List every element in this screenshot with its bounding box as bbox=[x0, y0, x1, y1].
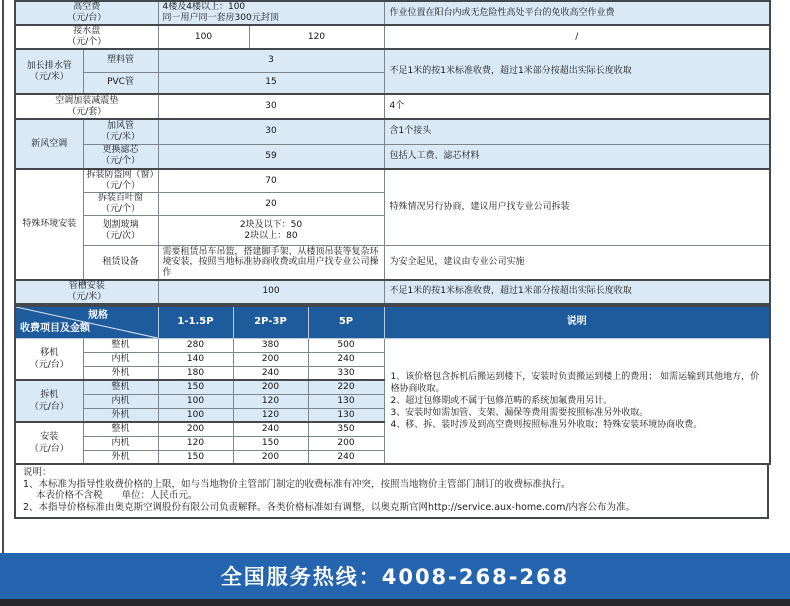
row-rental-equipment bbox=[15, 246, 770, 280]
fee-name: 高空费 bbox=[73, 2, 101, 12]
footnote-line: 1、本标准为指导性收费价格的上限，如与当地物价主管部门制定的收费标准有冲突，按照当地物价主管部门制订的收费标准执行。 bbox=[23, 478, 571, 490]
fee-sub-label-cell bbox=[83, 144, 158, 169]
fee-name: 空调加装减震垫 bbox=[55, 95, 119, 106]
price-cell: 100 bbox=[158, 408, 233, 422]
price-cell: 130 bbox=[308, 394, 384, 408]
price-table-header bbox=[15, 306, 770, 339]
price-cell: 240 bbox=[308, 450, 384, 464]
group-name: 移机 bbox=[40, 347, 59, 358]
row-pipe-trough bbox=[15, 280, 770, 304]
fee-name: 管槽安装 bbox=[68, 280, 105, 291]
fee-unit: （元/个） bbox=[100, 181, 141, 191]
fee-value-cell: 100 bbox=[158, 280, 384, 304]
part-label-cell: 整机 bbox=[83, 422, 158, 436]
fee-unit: （元/个） bbox=[100, 204, 141, 214]
part-label-cell: 内机 bbox=[83, 352, 158, 366]
price-cell: 380 bbox=[233, 338, 308, 352]
price-cell: 120 bbox=[233, 408, 308, 422]
fee-value-cell bbox=[158, 1, 384, 25]
price-cell: 150 bbox=[158, 450, 233, 464]
header-col-5p: 5P bbox=[308, 306, 384, 339]
price-note-line: 2、超过包修期或不属于包修范畴的系统加氟费用另计。 bbox=[390, 395, 613, 406]
fee-group-label-cell: 特殊环境安装 bbox=[15, 169, 83, 280]
part-label-cell: 整机 bbox=[83, 380, 158, 394]
row-high-altitude-fee bbox=[15, 1, 770, 25]
fee-unit: （元/米） bbox=[29, 71, 69, 82]
price-cell: 150 bbox=[158, 380, 233, 394]
fee-desc-cell: 为安全起见，建议由专业公司实施 bbox=[384, 246, 770, 280]
fee-value-cell: 30 bbox=[158, 94, 384, 119]
price-note-line: 4、移、拆、装时涉及到高空费则按照标准另外收取；特殊安装环境协商收费。 bbox=[390, 419, 703, 430]
header-corner-cell bbox=[15, 306, 158, 339]
price-cell: 240 bbox=[308, 352, 384, 366]
fee-desc-cell: 含1个接头 bbox=[384, 119, 770, 144]
row-relocate-whole bbox=[15, 338, 770, 352]
fee-unit: （元/米） bbox=[100, 131, 141, 142]
part-label-cell: 整机 bbox=[83, 338, 158, 352]
fee-label-cell bbox=[15, 25, 158, 49]
main-price-table bbox=[14, 305, 771, 466]
fee-unit: （元/次） bbox=[100, 230, 141, 241]
row-fresh-air-filter bbox=[15, 144, 770, 169]
header-spec-label: 规格 bbox=[88, 309, 109, 321]
fee-name: 拆装防盗网（窗） bbox=[86, 170, 159, 180]
fee-value-cell: 120 bbox=[249, 25, 384, 49]
fee-value-cell: 30 bbox=[158, 119, 384, 144]
fee-name: 拆装百叶窗 bbox=[98, 193, 144, 203]
row-water-tray bbox=[15, 25, 770, 49]
fee-unit: （元/个） bbox=[100, 156, 141, 167]
fee-label-cell bbox=[15, 1, 158, 25]
fee-desc-cell: 包括人工费、滤芯材料 bbox=[384, 144, 770, 169]
fee-desc-cell: 特殊情况另行协商，建议用户找专业公司拆装 bbox=[384, 169, 770, 246]
price-cell: 200 bbox=[233, 450, 308, 464]
price-note-line: 3、安装时如需加管、支架、漏保等费用需要按照标准另外收取。 bbox=[390, 407, 649, 418]
fee-name: 加长排水管 bbox=[26, 60, 72, 71]
price-cell: 280 bbox=[158, 338, 233, 352]
fee-value-line: 2块及以下：50 bbox=[239, 219, 303, 230]
fee-desc-cell: 不足1米的按1米标准收费，超过1米部分按超出实际长度收取 bbox=[384, 280, 770, 304]
fee-group-label-cell: 新风空调 bbox=[15, 119, 83, 169]
fee-value-cell: 3 bbox=[158, 49, 384, 72]
header-item-label: 收费项目及金额 bbox=[20, 322, 90, 334]
price-cell: 180 bbox=[158, 366, 233, 380]
fee-sub-label-cell: PVC管 bbox=[83, 72, 158, 94]
group-unit: （元/台） bbox=[29, 359, 69, 370]
price-note-line: 1、该价格包含拆机后搬运到楼下，安装时负责搬运到楼上的费用； 如需运输到其他地方，价格协商收取。 bbox=[390, 371, 760, 394]
fee-name: 接水盘 bbox=[73, 26, 101, 36]
footnotes-box bbox=[14, 465, 769, 519]
surcharge-fee-table bbox=[14, 0, 771, 305]
price-cell: 350 bbox=[308, 422, 384, 436]
group-name: 安装 bbox=[40, 432, 59, 442]
fee-desc-cell: 4个 bbox=[384, 94, 770, 119]
header-col-1-1-5p: 1-1.5P bbox=[158, 306, 233, 339]
footnote-line: 2、本指导价格标准由奥克斯空调股份有限公司负责解释。各类价格标准如有调整，以奥克斯官网http://service.aux-home.com/内容公布为准。 bbox=[23, 501, 636, 513]
price-cell: 130 bbox=[308, 408, 384, 422]
fee-value-line: 4楼及4楼以上：100 bbox=[162, 2, 246, 12]
group-unit: （元/台） bbox=[29, 444, 69, 454]
part-label-cell: 内机 bbox=[83, 436, 158, 450]
group-unit: （元/台） bbox=[29, 402, 69, 412]
price-cell: 140 bbox=[158, 352, 233, 366]
header-col-2p-3p: 2P-3P bbox=[233, 306, 308, 339]
fee-desc-cell: 不足1米的按1米标准收费，超过1米部分按超出实际长度收取 bbox=[384, 49, 770, 94]
price-notes-cell bbox=[384, 338, 770, 464]
fee-name: 划割玻璃 bbox=[102, 219, 139, 230]
row-damping-pad bbox=[15, 94, 770, 119]
price-cell: 500 bbox=[308, 338, 384, 352]
price-cell: 200 bbox=[158, 422, 233, 436]
fee-desc-cell: / bbox=[384, 25, 770, 49]
part-label-cell: 外机 bbox=[83, 366, 158, 380]
fee-unit: （元/套） bbox=[67, 106, 107, 117]
fee-name: 更换滤芯 bbox=[102, 145, 139, 156]
fee-label-cell bbox=[15, 94, 158, 119]
fee-value-cell: 需要租赁吊车吊篮，搭建脚手架、从楼顶吊装等复杂环境安装，按照当地标准协商收费或由用户找专业公司操作 bbox=[158, 246, 384, 280]
hotline-bar bbox=[0, 553, 790, 599]
fee-value-cell: 59 bbox=[158, 144, 384, 169]
hotline-text: 全国服务热线：4008-268-268 bbox=[220, 565, 570, 589]
fee-value-cell: 100 bbox=[158, 25, 249, 49]
part-label-cell: 外机 bbox=[83, 408, 158, 422]
part-label-cell: 外机 bbox=[83, 450, 158, 464]
price-cell: 120 bbox=[158, 436, 233, 450]
price-cell: 200 bbox=[233, 380, 308, 394]
fee-label-cell bbox=[15, 280, 158, 304]
price-cell: 200 bbox=[233, 352, 308, 366]
price-cell: 200 bbox=[308, 436, 384, 450]
fee-desc-cell: 作业位置在阳台内或无危险性高处平台的免收高空作业费 bbox=[384, 1, 770, 25]
group-label-cell bbox=[15, 380, 83, 422]
fee-value-line: 同一用户同一套房300元封顶 bbox=[162, 13, 279, 23]
price-cell: 330 bbox=[308, 366, 384, 380]
row-security-net bbox=[15, 169, 770, 193]
price-cell: 240 bbox=[233, 422, 308, 436]
footnotes-title: 说明： bbox=[23, 467, 52, 478]
price-cell: 220 bbox=[308, 380, 384, 394]
fee-unit: （元/个） bbox=[67, 37, 107, 47]
fee-sub-label-cell bbox=[83, 216, 158, 246]
fee-unit: （元/台） bbox=[67, 13, 107, 23]
bottom-dark-strip bbox=[0, 599, 790, 606]
row-drain-pipe-plastic bbox=[15, 49, 770, 72]
diagonal-split-cell bbox=[16, 307, 158, 338]
fee-unit: （元/米） bbox=[67, 291, 107, 302]
price-cell: 240 bbox=[233, 366, 308, 380]
price-cell: 100 bbox=[158, 394, 233, 408]
price-cell: 150 bbox=[233, 436, 308, 450]
fee-sub-label-cell: 租赁设备 bbox=[83, 246, 158, 280]
row-fresh-air-duct bbox=[15, 119, 770, 144]
footnote-line: 本表价格不含税 单位：人民币元。 bbox=[36, 490, 198, 501]
fee-value-cell bbox=[158, 216, 384, 246]
group-name: 拆机 bbox=[40, 390, 59, 400]
fee-value-cell: 15 bbox=[158, 72, 384, 94]
fee-name: 加风管 bbox=[107, 120, 135, 131]
fee-value-line: 2块以上：80 bbox=[244, 230, 298, 241]
fee-sub-label-cell: 塑料管 bbox=[83, 49, 158, 72]
content-area bbox=[14, 0, 769, 519]
group-label-cell bbox=[15, 422, 83, 464]
price-cell: 120 bbox=[233, 394, 308, 408]
group-label-cell bbox=[15, 338, 83, 380]
header-col-notes: 说明 bbox=[384, 306, 770, 339]
fee-value-cell: 70 bbox=[158, 169, 384, 193]
fee-group-label-cell bbox=[15, 49, 83, 94]
page-left-border bbox=[2, 0, 4, 553]
fee-sub-label-cell bbox=[83, 119, 158, 144]
part-label-cell: 内机 bbox=[83, 394, 158, 408]
fee-sub-label-cell bbox=[83, 169, 158, 193]
fee-value-cell: 20 bbox=[158, 193, 384, 216]
fee-sub-label-cell bbox=[83, 193, 158, 216]
